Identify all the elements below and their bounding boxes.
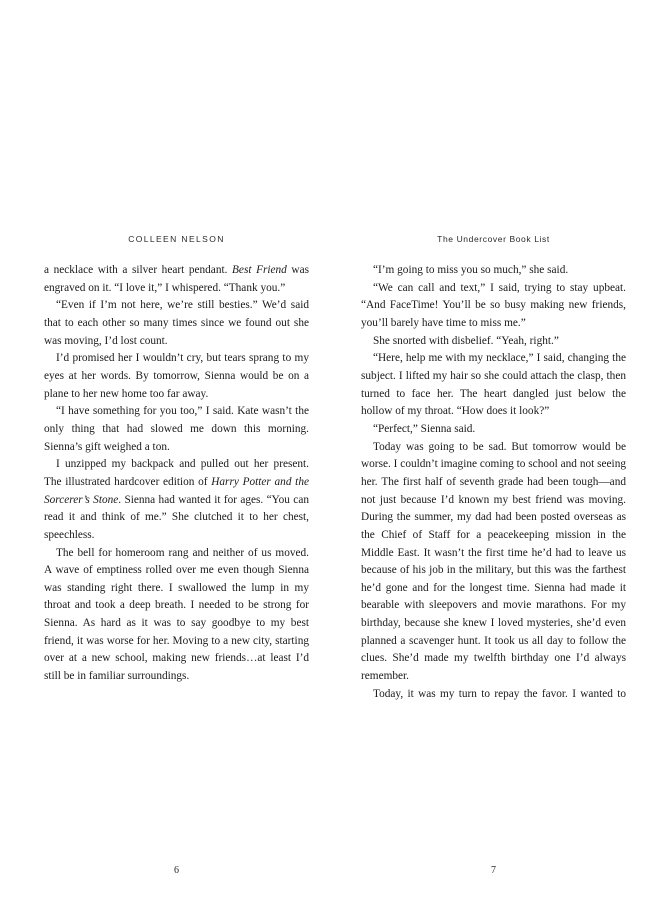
paragraph	[44, 545, 309, 686]
paragraph-text: I’d promised her I wouldn’t cry, but tears sprang to my eyes at her words. By tomorrow, Sienna would be on a plane to her new home too far away.	[44, 352, 309, 400]
paragraph-text: was engraved on it. “I love it,” I whispered. “Thank you.”	[44, 264, 309, 294]
paragraph-text: “I have something for you too,” I said. Kate wasn’t the only thing that had slowed me down this morning. Sienna’s gift weighed a ton.	[44, 405, 309, 453]
paragraph	[44, 350, 309, 403]
paragraph-text: I unzipped my backpack and pulled out her present. The illustrated hardcover edition of	[44, 458, 309, 488]
running-head-title: The Undercover Book List	[437, 234, 550, 244]
left-page-body	[44, 262, 309, 686]
paragraph-text: . Sienna had wanted it for ages. “You can read it and think of me.” She clutched it to her chest, speechless.	[44, 493, 309, 541]
paragraph	[44, 456, 309, 544]
paragraph	[361, 262, 626, 280]
italic-title-text: Harry Potter and the Sorcerer’s Stone	[44, 475, 309, 506]
right-page	[361, 234, 626, 876]
paragraph-text: She snorted with disbelief. “Yeah, right.”	[373, 334, 559, 347]
paragraph	[361, 439, 626, 686]
paragraph-text: Today, it was my turn to repay the favor. I wanted to	[373, 687, 626, 700]
right-page-body	[361, 262, 626, 703]
paragraph	[44, 262, 309, 297]
paragraph-text: “Here, help me with my necklace,” I said, changing the subject. I lifted my hair so she could attach the clasp, then turned to face her. The heart dangled just below the hollow of my throat. “How does it look?”	[361, 352, 626, 418]
paragraph-text: “Perfect,” Sienna said.	[373, 422, 476, 435]
paragraph-text: “We can call and text,” I said, trying to stay upbeat. “And FaceTime! You’ll be so busy making new friends, you’ll barely have time to miss me.”	[361, 281, 626, 329]
italic-title-text: Best Friend	[232, 264, 287, 276]
paragraph-text: “Even if I’m not here, we’re still besties.” We’d said that to each other so many times since we found out she was moving, I’d lost count.	[44, 299, 309, 347]
paragraph	[361, 421, 626, 439]
paragraph-text: Today was going to be sad. But tomorrow would be worse. I couldn’t imagine coming to school and not seeing her. The first half of seventh grade had been tough—and not just because I’d known my best friend was moving. During the summer, my dad had been posted overseas as the Chief of Staff for a peacekeeping mission in the Middle East. It wasn’t the first time he’d had to leave us because of his job in the military, but this was the farthest he’d gone and for the longest time. Sienna had made it bearable with sleepovers and movie marathons. For my birthday, because she knew I loved mysteries, she’d even planned a scavenger hunt. It took us all day to follow the clues. She’d made my twelfth birthday one I’d always remember.	[361, 440, 626, 683]
page-number-right: 7	[491, 865, 496, 876]
running-head-author: COLLEEN NELSON	[128, 234, 225, 244]
paragraph	[361, 280, 626, 333]
paragraph	[361, 686, 626, 704]
paragraph-text: “I’m going to miss you so much,” she said.	[373, 264, 569, 276]
page-number-left: 6	[174, 865, 179, 876]
paragraph	[361, 350, 626, 421]
left-page	[44, 234, 309, 876]
paragraph-text: a necklace with a silver heart pendant.	[44, 264, 233, 276]
paragraph	[44, 403, 309, 456]
paragraph	[44, 297, 309, 350]
paragraph	[361, 333, 626, 351]
paragraph-text: The bell for homeroom rang and neither of us moved. A wave of emptiness rolled over me even though Sienna was standing right there. I swallowed the lump in my throat and took a deep breath. I needed to be strong for Sienna. As hard as it was to say goodbye to my best friend, it was worse for her. Moving to a new city, starting over at a new school, making new friends…at least I’d still be in familiar surroundings.	[44, 546, 309, 683]
